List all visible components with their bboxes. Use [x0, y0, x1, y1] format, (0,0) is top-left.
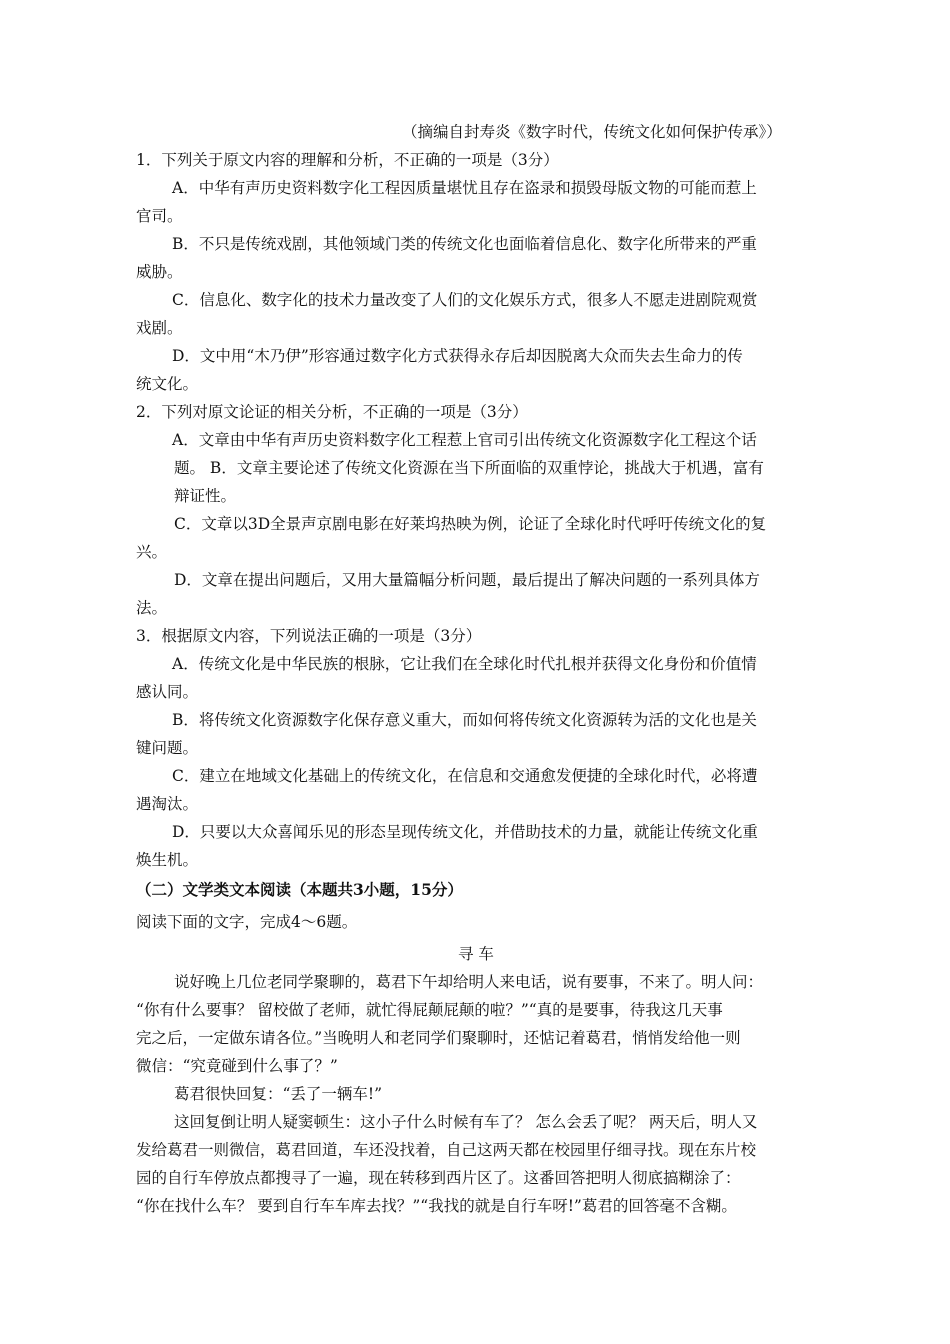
story-paragraph-line: 葛君很快回复：“丢了一辆车!”: [174, 1085, 383, 1103]
story-paragraph-line: “你有什么要事？ 留校做了老师，就忙得屁颠屁颠的啦？”“真的是要事，待我这几天事: [136, 1001, 723, 1019]
question-3-stem: 3．根据原文内容，下列说法正确的一项是（3分）: [136, 627, 482, 645]
story-paragraph-line: 微信：“究竟碰到什么事了？”: [136, 1057, 338, 1075]
q3-option-b-cont: 键问题。: [136, 739, 199, 757]
q2-option-c-cont: 兴。: [136, 543, 168, 561]
q2-option-d-cont: 法。: [136, 599, 168, 617]
story-paragraph-line: “你在找什么车？ 要到自行车车库去找？”“我找的就是自行车呀!”葛君的回答毫不含糊。: [136, 1197, 737, 1215]
section-heading: （二）文学类文本阅读（本题共3小题，15分）: [136, 880, 463, 899]
q1-option-d: D．文中用“木乃伊”形容通过数字化方式获得永存后却因脱离大众而失去生命力的传: [172, 347, 743, 365]
question-1-stem: 1．下列关于原文内容的理解和分析，不正确的一项是（3分）: [136, 151, 559, 169]
q3-option-a: A．传统文化是中华民族的根脉，它让我们在全球化时代扎根并获得文化身份和价值情: [172, 655, 757, 673]
q1-option-a: A．中华有声历史资料数字化工程因质量堪忧且存在盗录和损毁母版文物的可能而惹上: [172, 179, 757, 197]
story-paragraph-line: 完之后，一定做东请各位。”当晚明人和老同学们聚聊时，还惦记着葛君，悄悄发给他一则: [136, 1029, 741, 1047]
story-title: 寻 车: [458, 945, 494, 963]
q1-option-c: C．信息化、数字化的技术力量改变了人们的文化娱乐方式，很多人不愿走进剧院观赏: [172, 291, 758, 309]
q1-option-d-cont: 统文化。: [136, 375, 199, 393]
question-2-stem: 2．下列对原文论证的相关分析，不正确的一项是（3分）: [136, 403, 528, 421]
q2-option-d: D．文章在提出问题后，又用大量篇幅分析问题，最后提出了解决问题的一系列具体方: [174, 571, 760, 589]
q1-option-c-cont: 戏剧。: [136, 319, 183, 337]
q2-option-a: A．文章由中华有声历史资料数字化工程惹上官司引出传统文化资源数字化工程这个话: [172, 431, 757, 449]
source-citation: （摘编自封寿炎《数字时代，传统文化如何保护传承》）: [402, 123, 782, 141]
q1-option-b-cont: 威胁。: [136, 263, 183, 281]
q3-option-a-cont: 感认同。: [136, 683, 199, 701]
q2-option-c: C．文章以3D全景声京剧电影在好莱坞热映为例，论证了全球化时代呼吁传统文化的复: [174, 515, 767, 533]
q1-option-b: B．不只是传统戏剧，其他领域门类的传统文化也面临着信息化、数字化所带来的严重: [172, 235, 757, 253]
q3-option-b: B．将传统文化资源数字化保存意义重大，而如何将传统文化资源转为活的文化也是关: [172, 711, 757, 729]
q2-option-b-cont: 辩证性。: [174, 487, 237, 505]
q3-option-d-cont: 焕生机。: [136, 851, 199, 869]
section-instruction: 阅读下面的文字，完成4～6题。: [136, 913, 358, 931]
story-paragraph-line: 这回复倒让明人疑窦顿生：这小子什么时候有车了？ 怎么会丢了呢？ 两天后，明人又: [174, 1113, 758, 1131]
q3-option-d: D．只要以大众喜闻乐见的形态呈现传统文化，并借助技术的力量，就能让传统文化重: [172, 823, 758, 841]
q3-option-c-cont: 遇淘汰。: [136, 795, 199, 813]
q1-option-a-cont: 官司。: [136, 207, 183, 225]
story-paragraph-line: 发给葛君一则微信，葛君回道，车还没找着，自己这两天都在校园里仔细寻找。现在东片校: [136, 1141, 757, 1159]
story-paragraph-line: 说好晚上几位老同学聚聊的，葛君下午却给明人来电话，说有要事，不来了。明人问：: [174, 973, 764, 991]
q3-option-c: C．建立在地域文化基础上的传统文化，在信息和交通愈发便捷的全球化时代，必将遭: [172, 767, 758, 785]
story-paragraph-line: 园的自行车停放点都搜寻了一遍，现在转移到西片区了。这番回答把明人彻底搞糊涂了：: [136, 1169, 741, 1187]
q2-option-a-cont: 题。 B．文章主要论述了传统文化资源在当下所面临的双重悖论，挑战大于机遇，富有: [174, 459, 764, 477]
